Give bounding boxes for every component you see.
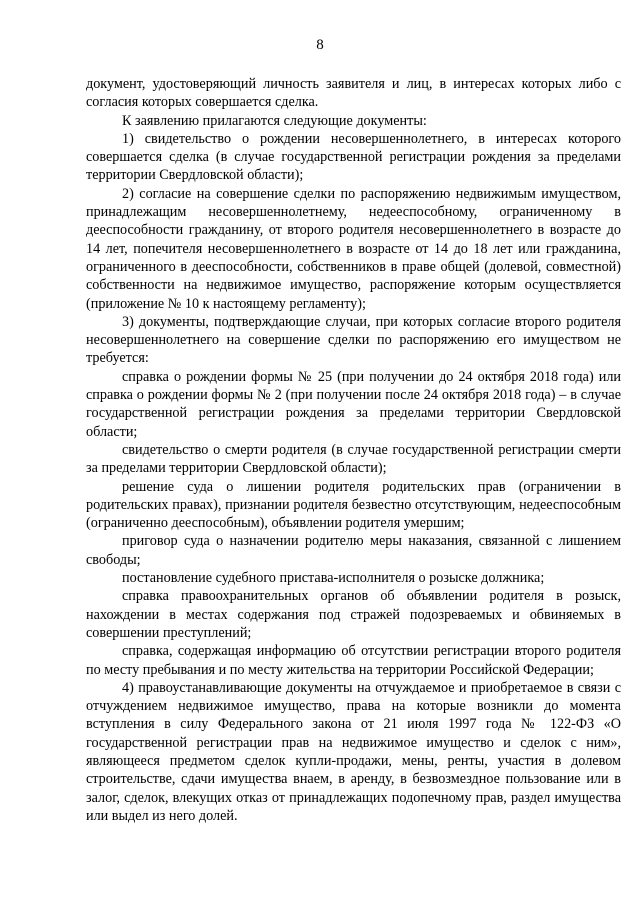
paragraph-identity-document: документ, удостоверяющий личность заявителя и лиц, в интересах которых либо с согласия которых совершается сделка. <box>86 76 621 111</box>
document-body <box>86 75 621 825</box>
paragraph-bailiff-resolution: постановление судебного пристава-исполнителя о розыске должника; <box>122 570 545 587</box>
paragraph-attached-documents-intro: К заявлению прилагаются следующие документы: <box>122 112 427 129</box>
paragraph-birth-record-form: справка о рождении формы № 25 (при получении до 24 октября 2018 года) или справка о рождении формы № 2 (при получении после 24 октября 2018 года) – в случае государственной регистрации рождения за пределами территории Свердловской области; <box>86 368 621 440</box>
page-number: 8 <box>316 37 324 53</box>
paragraph-registration-absence-certificate: справка, содержащая информацию об отсутствии регистрации второго родителя по месту пребывания и по месту жительства на территории Российской Федерации; <box>86 643 621 678</box>
paragraph-court-decision: решение суда о лишении родителя родительских прав (ограничении в родительских правах), признании родителя безвестно отсутствующим, недееспособным (ограниченно дееспособным), объявлении родителя умершим; <box>86 478 621 532</box>
paragraph-law-enforcement-certificate: справка правоохранительных органов об объявлении родителя в розыск, нахождении в местах содержания под стражей подозреваемых и обвиняемых в совершении преступлений; <box>86 588 621 641</box>
paragraph-item-2-consent: 2) согласие на совершение сделки по распоряжению недвижимым имуществом, принадлежащим несовершеннолетнему, недееспособному, ограниченному в дееспособности гражданину, от второго родителя несовершеннолетнего в возрасте до 14 лет, попечителя несовершеннолетнего в возрасте от 14 до 18 лет или гражданина, ограниченного в дееспособности, собственников в праве общей (долевой, совместной) собственности на недвижимое имущество, распоряжение которым осуществляется (приложение № 10 к настоящему регламенту); <box>86 185 621 312</box>
paragraph-death-certificate: свидетельство о смерти родителя (в случае государственной регистрации смерти за пределами территории Свердловской области); <box>86 441 621 477</box>
paragraph-court-sentence: приговор суда о назначении родителю меры наказания, связанной с лишением свободы; <box>86 533 621 568</box>
paragraph-item-3-supporting-documents: 3) документы, подтверждающие случаи, при которых согласие второго родителя несовершеннолетнего на совершение сделки по распоряжению его имуществом не требуется: <box>86 313 621 367</box>
paragraph-item-4-title-documents: 4) правоустанавливающие документы на отчуждаемое и приобретаемое в связи с отчуждением недвижимое имущество, права на которые возникли до момента вступления в силу Федерального закона от 21 июля 1997 года № 122-ФЗ «О государственной регистрации прав на недвижимое имущество и сделок с ним», являющееся предметом сделок купли-продажи, мены, ренты, участия в долевом строительстве, сдачи имущества внаем, в аренду, в безвозмездное пользование или в залог, сделок, влекущих отказ от принадлежащих подопечному прав, раздел имущества или выдел из него долей. <box>86 679 621 824</box>
paragraph-item-1-birth-certificate: 1) свидетельство о рождении несовершеннолетнего, в интересах которого совершается сделка (в случае государственной регистрации рождения за пределами территории Свердловской области); <box>86 130 621 184</box>
